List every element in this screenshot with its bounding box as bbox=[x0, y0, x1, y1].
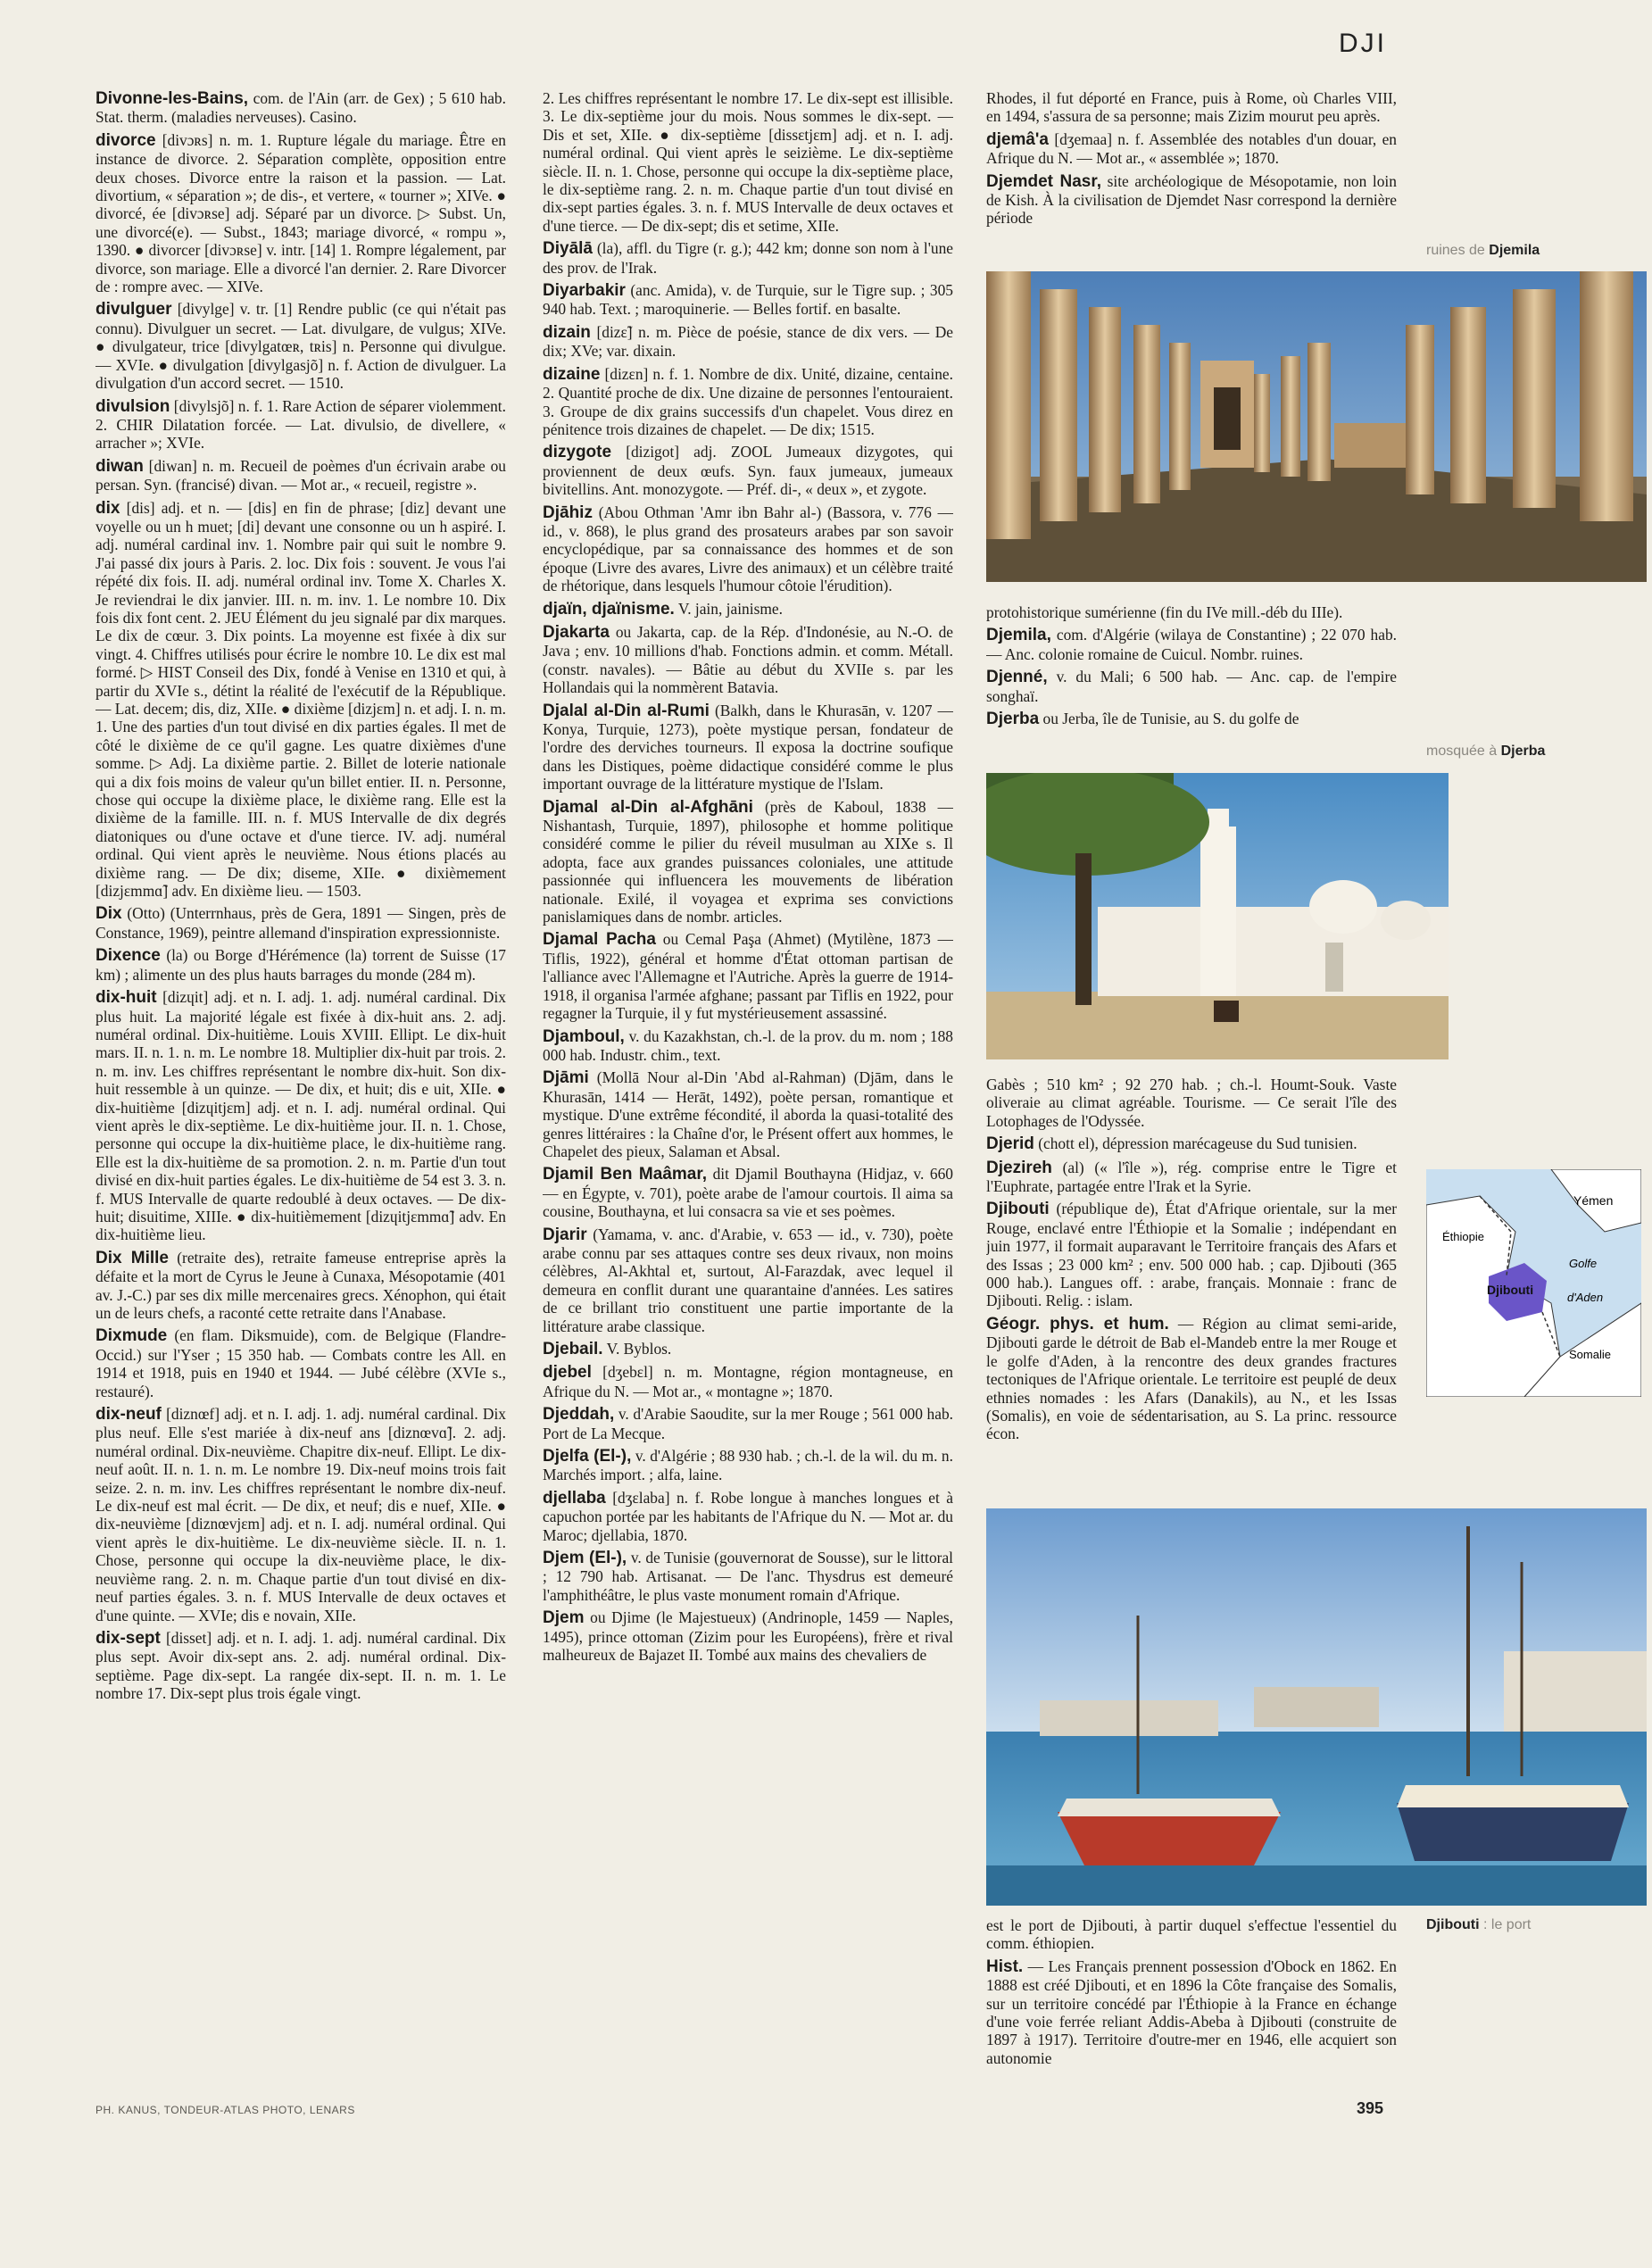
entry-definition: v. d'Arabie Saoudite, sur la mer Rouge ; 561 000 hab. Port de La Mecque. bbox=[543, 1405, 953, 1442]
dictionary-entry bbox=[543, 798, 953, 926]
entry-headword: Géogr. phys. et hum. bbox=[986, 1314, 1169, 1333]
entry-definition: V. Byblos. bbox=[606, 1340, 672, 1358]
dictionary-entry bbox=[986, 710, 1397, 728]
entry-headword: Djeddah, bbox=[543, 1405, 615, 1425]
entry-definition: est le port de Djibouti, à partir duquel s'effectue l'essentiel du comm. éthiopien. bbox=[986, 1916, 1397, 1953]
dictionary-entry bbox=[543, 1165, 953, 1220]
dictionary-entry bbox=[95, 1326, 506, 1400]
dictionary-entry bbox=[986, 1916, 1397, 1953]
djemila-caption: ruines de Djemila bbox=[1426, 243, 1540, 258]
entry-headword: Diyālā bbox=[543, 239, 593, 259]
djemila-ruins-photo bbox=[986, 271, 1647, 582]
dictionary-entry bbox=[986, 89, 1397, 126]
dictionary-entry bbox=[986, 626, 1397, 663]
dictionary-entry bbox=[543, 503, 953, 595]
entry-headword: Djamil Ben Maâmar, bbox=[543, 1165, 707, 1184]
entry-definition: [dʒemaa] n. f. Assemblée des notables d'un douar, en Afrique du N. — Mot ar., « assemblée »; 1870. bbox=[986, 129, 1397, 168]
dictionary-entry bbox=[543, 1068, 953, 1160]
entry-definition: protohistorique sumérienne (fin du IVe mill.-déb du IIIe). bbox=[986, 603, 1343, 621]
dictionary-entry bbox=[543, 1363, 953, 1400]
entry-headword: Hist. bbox=[986, 1956, 1024, 1976]
entry-definition: (Abou Othman 'Amr ibn Bahr al-) (Bassora, v. 776 — id., v. 868), le plus grand des prosateurs arabes par son savoir encyclopédique, par sa connaissance des hommes et de son époque (Livre des avares, Livre des animaux) et un célèbre traité de rhétorique, dans lesquels l'humour côtoie l'érudition). bbox=[543, 503, 953, 595]
dictionary-entry bbox=[95, 904, 506, 942]
dictionary-entry bbox=[95, 89, 506, 127]
entry-headword: dizain bbox=[543, 322, 591, 342]
entry-definition: (en flam. Diksmuide), com. de Belgique (Flandre-Occid.) sur l'Yser ; 15 350 hab. — Combats contre les All. en 1914 et 1918, puis en 1940 et 1944. — Jubé célèbre (XVIe s., restauré). bbox=[95, 1326, 506, 1400]
entry-headword: Dixmude bbox=[95, 1326, 168, 1346]
entry-headword: dizygote bbox=[543, 443, 612, 462]
entry-headword: Djamal Pacha bbox=[543, 930, 656, 950]
entry-headword: djebel bbox=[543, 1363, 592, 1383]
dictionary-entry bbox=[543, 702, 953, 793]
djibouti-port-photo bbox=[986, 1508, 1647, 1906]
map-label-somalie: Somalie bbox=[1569, 1348, 1611, 1361]
entry-definition: v. du Mali; 6 500 hab. — Anc. cap. de l'empire songhaï. bbox=[986, 668, 1397, 705]
entry-definition: com. de l'Ain (arr. de Gex) ; 5 610 hab. Stat. therm. (maladies nerveuses). Casino. bbox=[95, 89, 506, 127]
entry-definition: [dis] adj. et n. — [dis] en fin de phrase; [diz] devant une voyelle ou un h muet; [di] devant une consonne ou un h aspiré. I. adj. numéral cardinal inv. 1. Nombre pair qui suit le nombre 9. J'ai passé dix jours à Paris. 2. loc. Dix fois : souvent. Je vous l'ai répété dix fois. II. adj. numéral ordinal inv. Tome X. Charles X. Je reviendrai le dix janvier. III. n. m. inv. 1. Le nombre 10. Dix fois dix font cent. 2. JEU Élément du jeu signalé par dix marques. Le dix de cœur. 3. Dix points. La moyenne est fixée à dix sur vingt. 4. Chiffres utilisés pour écrire le nombre 10. Le dix est mal formé. ▷ HIST Conseil des Dix, fondé à Venise en 1310 et qui, à partir du XVIe s., détint la réalité de l'exécutif de la République. — Lat. decem; dis, diz, XIIe. ● dixième [dizjɛm] n. et adj. I. n. m. 1. Une des parties d'un tout divisé en dix parties égales. Il met de côté le dixième de ce qu'il gagne. Les quatre dixièmes d'une somme. ▷ Adj. La dixième partie. 2. Billet de loterie nationale qui a dix fois moins de valeur qu'un billet entier. II. n. Personne, chose qui occupe la dixième place, le dixième rang. Elle est la dixième de la famille. III. n. f. MUS Intervalle de dix degrés diatoniques ou d'une octave et d'une tierce. IV. adj. numéral ordinal. Qui vient après le neuvième. Nous étions placés au dixième rang. — De dix; diseme, XIIe. ● dixièmement [dizjɛmmɑ̃] adv. En dixième lieu. — 1503. bbox=[95, 498, 506, 901]
entry-headword: djellaba bbox=[543, 1488, 606, 1508]
dictionary-entry bbox=[95, 946, 506, 984]
entry-definition: (la) ou Borge d'Hérémence (la) torrent de Suisse (17 km) ; alimente un des plus hauts barrages du monde (284 m). bbox=[95, 946, 506, 984]
entry-headword: Djem bbox=[543, 1608, 585, 1628]
entry-definition: [divylge] v. tr. [1] Rendre public (ce qui n'était pas connu). Divulguer un secret. — Lat. divulgare, de vulgus; XIVe. ● divulgateur, trice [divylgatœʀ, tʀis] n. Personne qui divulgue. — XVIe. ● divulgation [divylgasjõ] n. f. Action de divulguer. La divulgation d'un accord secret. — 1510. bbox=[95, 300, 506, 393]
dictionary-entry bbox=[543, 1489, 953, 1544]
entry-definition: com. d'Algérie (wilaya de Constantine) ; 22 070 hab. — Anc. colonie romaine de Cuicul. Nombr. ruines. bbox=[986, 626, 1397, 663]
entry-headword: Diyarbakir bbox=[543, 281, 626, 301]
page-number: 395 bbox=[1357, 2099, 1384, 2117]
dictionary-entry bbox=[986, 1315, 1397, 1443]
entry-definition: v. du Kazakhstan, ch.-l. de la prov. du m. nom ; 188 000 hab. Industr. chim., text. bbox=[543, 1026, 953, 1064]
dictionary-entry bbox=[986, 1159, 1397, 1196]
entry-headword: Djerid bbox=[986, 1134, 1034, 1154]
djibouti-map-graphic bbox=[1426, 1169, 1641, 1397]
entry-headword: Djamal al-Din al-Afghāni bbox=[543, 797, 753, 817]
dictionary-entry bbox=[543, 281, 953, 319]
dictionary-entry bbox=[95, 397, 506, 453]
entry-definition: (Balkh, dans le Khurasān, v. 1207 — Konya, Turquie, 1273), poète mystique persan, fondateur de l'ordre des derviches tourneurs. Il exposa la doctrine soufique dans les Distiques, poème didactique considéré comme le plus important ouvrage de la littérature mystique de l'Islam. bbox=[543, 701, 953, 793]
djibouti-caption: Djibouti : le port bbox=[1426, 1917, 1532, 1932]
djibouti-map bbox=[1426, 1169, 1641, 1397]
dictionary-entry bbox=[95, 131, 506, 296]
dictionary-entry bbox=[986, 603, 1397, 621]
entry-headword: Djerba bbox=[986, 710, 1040, 729]
dictionary-entry bbox=[543, 1340, 953, 1358]
djerba-caption: mosquée à Djerba bbox=[1426, 744, 1546, 759]
entry-definition: (Yamama, v. anc. d'Arabie, v. 653 — id., v. 730), poète arabe connu par ses attaques contre ses deux rivaux, non moins célèbres, Al-Akhtal et, surtout, Al-Farazdak, avec lequel il demeura en conflit durant une quarantaine d'années. Les satires de ce brillant trio constituent une partie importante de la littérature arabe classique. bbox=[543, 1225, 953, 1335]
entry-definition: [disset] adj. et n. I. adj. 1. adj. numéral cardinal. Dix plus sept. Avoir dix-sept ans. 2. adj. numéral ordinal. Dix-septième. Page dix-sept. La rangée dix-sept. II. n. m. 1. Le nombre 17. Dix-sept plus trois égale vingt. bbox=[95, 1628, 506, 1703]
entry-definition: [dizigot] adj. ZOOL Jumeaux dizygotes, qui proviennent de deux œufs. Syn. faux jumeaux, jumeaux bivitellins. Ant. monozygote. — Préf. di-, « deux », et zygote. bbox=[543, 443, 953, 499]
map-label-aden: d'Aden bbox=[1567, 1291, 1604, 1304]
map-label-yemen: Yémen bbox=[1573, 1193, 1614, 1208]
dictionary-entry bbox=[543, 1027, 953, 1065]
entry-definition: (Otto) (Unterrnhaus, près de Gera, 1891 — Singen, près de Constance, 1969), peintre allemand d'inspiration expressionniste. bbox=[95, 904, 506, 942]
map-label-djibouti: Djibouti bbox=[1487, 1283, 1534, 1297]
entry-headword: divulguer bbox=[95, 300, 172, 320]
dictionary-entry bbox=[95, 1405, 506, 1624]
entry-headword: dix-huit bbox=[95, 988, 157, 1008]
entry-definition: 2. Les chiffres représentant le nombre 17. Le dix-sept est illisible. 3. Le dix-septième jour du mois. Nous sommes le dix-sept. — Dis et set, XIIe. ● dix-septième [dissɛtjɛm] adj. et n. I. adj. numéral ordinal. Qui vient après le seizième. Le dix-septième siècle. II. n. 1. Chose, personne qui occupe la dix-septième place, le dix-septième rang. 2. n. m. Chaque partie d'un tout divisé en dix-sept parties égales. 3. n. f. MUS Intervalle de deux octaves et d'une tierce. — De dix-sept; dis et setime, XIIe. bbox=[543, 89, 953, 235]
dictionary-entry bbox=[543, 365, 953, 439]
text-column-3-top bbox=[986, 89, 1397, 263]
dictionary-entry bbox=[543, 600, 953, 619]
entry-definition: [divɔʀs] n. m. 1. Rupture légale du mariage. Être en instance de divorce. 2. Séparation complète, opposition entre deux choses. Divorce entre la raison et la passion. — Lat. divortium, « séparation »; de dis-, et vertere, « tourner »; XIVe. ● divorcé, ée [divɔʀse] adj. Séparé par un divorce. ▷ Subst. Un, une divorcé(e). — Subst., 1843; mariage divorcé, « rompu », 1390. ● divorcer [divɔʀse] v. intr. [14] 1. Rompre légalement, par divorce, son mariage. Elle a divorcé l'an dernier. 2. Rare Divorcer de : rompre avec. — XIVe. bbox=[95, 130, 506, 296]
entry-headword: djaïn, djaïnisme. bbox=[543, 599, 675, 619]
djerba-mosque-photo bbox=[986, 773, 1449, 1059]
dictionary-entry bbox=[543, 1405, 953, 1442]
entry-definition: (al) (« l'île »), rég. comprise entre le Tigre et l'Euphrate, partagée entre l'Irak et la Syrie. bbox=[986, 1158, 1397, 1196]
dictionary-entry bbox=[986, 1076, 1397, 1130]
entry-definition: Gabès ; 510 km² ; 92 270 hab. ; ch.-l. Houmt-Souk. Vaste oliveraie au climat agréable. Tourisme. — Ce serait l'île des Lotophages de l'Odyssée. bbox=[986, 1076, 1397, 1130]
dictionary-entry bbox=[95, 457, 506, 494]
entry-definition: (retraite des), retraite fameuse entreprise après la défaite et la mort de Cyrus le Jeune à Cunaxa, Mésopotamie (401 av. J.-C.) par ses dix mille mercenaires grecs. Xénophon, qui était un de leurs chefs, a raconté cette retraite dans l'Anabase. bbox=[95, 1248, 506, 1322]
dictionary-entry bbox=[986, 1200, 1397, 1309]
entry-definition: — Les Français prennent possession d'Obock en 1862. En 1888 est créé Djibouti, et en 1896 la Côte française des Somalis, sur un territoire concédé par l'Éthiopie à la France en échange d'une voie ferrée reliant Addis-Abeba à Djibouti (construite de 1897 à 1917). Territoire d'outre-mer en 1946, elle acquiert son autonomie bbox=[986, 1956, 1397, 2067]
entry-definition: (république de), État d'Afrique orientale, sur la mer Rouge, enclavé entre l'Éthiopie et la Somalie ; indépendant en juin 1977, il formait auparavant le Territoire français des Afars et des Issas ; 23 000 km² ; env. 500 000 hab. ; cap. Djibouti (365 000 hab.). Langues off. : arabe, français. Monnaie : franc de Djibouti. Relig. : islam. bbox=[986, 1200, 1397, 1310]
dictionary-entry bbox=[543, 323, 953, 361]
entry-headword: Djem (El-), bbox=[543, 1549, 627, 1568]
dictionary-entry bbox=[543, 1608, 953, 1664]
entry-headword: Djalal al-Din al-Rumi bbox=[543, 701, 710, 720]
photo-credit: PH. KANUS, TONDEUR-ATLAS PHOTO, LENARS bbox=[95, 2104, 355, 2116]
entry-headword: Dix Mille bbox=[95, 1248, 169, 1267]
dictionary-entry bbox=[95, 1629, 506, 1703]
entry-headword: divorce bbox=[95, 130, 156, 150]
entry-headword: Djarir bbox=[543, 1225, 587, 1244]
dictionary-entry bbox=[543, 1447, 953, 1484]
entry-headword: dix-neuf bbox=[95, 1405, 162, 1425]
text-column-2 bbox=[543, 89, 953, 2089]
entry-definition: ou Cemal Paşa (Ahmet) (Mytilène, 1873 — Tiflis, 1922), général et homme d'État ottoman partisan de l'alliance avec l'Allemagne et l'Autriche. Après la guerre de 1914-1918, il organisa l'armée afghane; passant par Tiflis en 1922, pour regagner la Turquie, il y fut mystérieusement assassiné. bbox=[543, 930, 953, 1023]
entry-headword: Djamboul, bbox=[543, 1026, 625, 1046]
entry-headword: Djenné, bbox=[986, 668, 1048, 687]
map-label-ethiopie: Éthiopie bbox=[1442, 1230, 1484, 1243]
entry-definition: (près de Kaboul, 1838 — Nishantash, Turquie, 1897), philosophe et homme politique considéré comme le pilier du réveil musulman au XIXe s. Il adopta, face aux grandes puissances coloniales, une attitude passionnée qui influencera les mouvements de libération nationale. Exilé, il voyagea et exprima ses convictions panislamiques dans de nombr. articles. bbox=[543, 797, 953, 926]
entry-definition: [dʒebɛl] n. m. Montagne, région montagneuse, en Afrique du N. — Mot ar., « montagne »; 1870. bbox=[543, 1363, 953, 1400]
entry-definition: [dʒɛlaba] n. f. Robe longue à manches longues et à capuchon portée par les habitants de l'Afrique du N. — Mot ar. du Maroc; djellabia, 1870. bbox=[543, 1488, 953, 1544]
dictionary-entry bbox=[986, 1957, 1397, 2067]
entry-definition: — Région au climat semi-aride, Djibouti garde le détroit de Bab el-Mandeb entre la mer Rouge et le golfe d'Aden, à la rencontre des deux grandes fractures tectoniques de l'Afrique orientale. Le territoire est peuplé de deux ethnies nomades : les Afars (Danakils), au N., et les Issas (Somalis), en voie de sédentarisation, au S. La princ. ressource écon. bbox=[986, 1314, 1397, 1443]
dictionary-entry bbox=[543, 623, 953, 697]
entry-definition: [diznœf] adj. et n. I. adj. 1. adj. numéral cardinal. Dix plus neuf. Elle s'est mariée à dix-neuf ans [diznœvɑ̃]. 2. adj. numéral ordinal. Dix-neuvième. Chapitre dix-neuf. Ellipt. Le dix-neuf août. II. n. 1. n. m. Le nombre 19. Dix-neuf moins trois fait seize. 2. n. m. inv. Les chiffres représentant le nombre dix-neuf. Le dix-neuf est mal écrit. — De dix, et neuf; dis e nuef, XIIe. ● dix-neuvième [diznœvjɛm] adj. et n. I. adj. numéral ordinal. Qui vient après le dix-huitième. Le dix-neuvième siècle. II. n. 1. Chose, personne qui occupe la dix-neuvième place, le dix-neuvième rang. 2. n. m. Chaque partie d'un tout divisé en dix-neuf parties égales. 3. n. f. MUS Intervalle de deux octaves et d'une quinte. — XVIe; dis e novain, XIIe. bbox=[95, 1405, 506, 1624]
guide-word: DJI bbox=[1339, 29, 1387, 58]
entry-definition: site archéologique de Mésopotamie, non loin de Kish. À la civilisation de Djemdet Nasr correspond la dernière période bbox=[986, 171, 1397, 228]
entry-headword: dix-sept bbox=[95, 1628, 161, 1648]
entry-definition: [dizɥit] adj. et n. I. adj. 1. adj. numéral cardinal. Dix plus huit. La majorité légale est fixée à dix-huit ans. 2. adj. numéral ordinal. Dix-huitième. Louis XVIII. Ellipt. Le dix-huit mars. II. n. 1. n. m. Le nombre 18. Multiplier dix-huit par trois. 2. n. m. inv. Les chiffres représentant le nombre dix-huit. Son dix-huit ressemble à un quinze. — De dix, et huit; dis e uit, XIIe. ● dix-huitième [dizɥitjɛm] adj. et n. I. adj. numéral ordinal. Qui vient après le dix-septième. Le dix-huitième jour. II. n. 1. Chose, personne qui occupe la dix-huitième place, le dix-huitième rang. Elle est la dix-huitième de sa promotion. 2. n. m. Partie d'un tout divisé en dix-huit parties égales. Le dix-huitième de 54 est 3. 3. n. f. MUS Intervalle de quarte redoublé à deux octaves. — De dix-huit; disuitime, XIIIe. ● dix-huitièmement [dizɥitjɛmmɑ̃] adv. En dix-huitième lieu. bbox=[95, 988, 506, 1244]
entry-definition: ou Jakarta, cap. de la Rép. d'Indonésie, au N.-O. de Java ; env. 10 millions d'hab. Fonctions admin. et comm. Métall. (constr. navales). — Bâtie au début du XVIIe s. par les Hollandais qui la nommèrent Batavia. bbox=[543, 622, 953, 697]
dictionary-entry bbox=[543, 1549, 953, 1604]
dictionary-entry bbox=[543, 239, 953, 277]
entry-definition: [divylsjõ] n. f. 1. Rare Action de séparer violemment. 2. CHIR Dilatation forcée. — Lat. divulsio, de divellere, « arracher »; XVIe. bbox=[95, 396, 506, 453]
dictionary-entry bbox=[95, 988, 506, 1244]
entry-headword: dizaine bbox=[543, 364, 601, 384]
entry-headword: Djāhiz bbox=[543, 503, 593, 522]
entry-definition: (Mollā Nour al-Din 'Abd al-Rahman) (Djām, dans le Khurasān, 1414 — Herāt, 1492), poète persan, romantique et mystique. D'une extrême fécondité, il aborda la quasi-totalité des genres littéraires : la Chaîne d'or, le Présent offert aux hommes, le Chapelet des pieux, Salaman et Absal. bbox=[543, 1068, 953, 1160]
map-label-golfe: Golfe bbox=[1569, 1257, 1598, 1270]
entry-headword: Djemdet Nasr, bbox=[986, 171, 1101, 191]
text-column-3-bottom bbox=[986, 1916, 1397, 2095]
entry-headword: Djemila, bbox=[986, 626, 1051, 645]
entry-definition: ou Jerba, île de Tunisie, au S. du golfe de bbox=[1042, 710, 1299, 728]
entry-definition: (la), affl. du Tigre (r. g.); 442 km; donne son nom à l'une des prov. de l'Irak. bbox=[543, 239, 953, 277]
entry-definition: v. d'Algérie ; 88 930 hab. ; ch.-l. de la wil. du m. n. Marchés import. ; alfa, laine. bbox=[543, 1447, 953, 1484]
entry-headword: dix bbox=[95, 498, 120, 518]
dictionary-entry bbox=[95, 1249, 506, 1323]
entry-definition: [diwan] n. m. Recueil de poèmes d'un écrivain arabe ou persan. Syn. (francisé) divan. — Mot ar., « recueil, registre ». bbox=[95, 456, 506, 494]
dictionary-entry bbox=[543, 930, 953, 1022]
entry-headword: djemâ'a bbox=[986, 129, 1049, 149]
text-column-3-mid1 bbox=[986, 603, 1397, 764]
entry-definition: dit Djamil Bouthayna (Hidjaz, v. 660 — en Égypte, v. 701), poète arabe de l'amour courtois. Il aima sa cousine, Bouthayna, et lui consacra sa vie et ses poèmes. bbox=[543, 1165, 953, 1221]
entry-headword: Djibouti bbox=[986, 1200, 1050, 1219]
entry-headword: Djezireh bbox=[986, 1158, 1052, 1177]
entry-headword: Djakarta bbox=[543, 622, 610, 642]
dictionary-entry bbox=[986, 668, 1397, 705]
dictionary-entry bbox=[986, 130, 1397, 168]
dictionary-entry bbox=[543, 1225, 953, 1335]
dictionary-entry bbox=[543, 89, 953, 235]
entry-definition: V. jain, jainisme. bbox=[677, 599, 783, 618]
entry-headword: divulsion bbox=[95, 396, 170, 416]
entry-headword: Dixence bbox=[95, 946, 161, 966]
entry-definition: (anc. Amida), v. de Turquie, sur le Tigre sup. ; 305 940 hab. Text. ; maroquinerie. — Belles fortif. en basalte. bbox=[543, 281, 953, 319]
entry-headword: Djebail. bbox=[543, 1340, 603, 1358]
text-column-1 bbox=[95, 89, 506, 2089]
text-column-3-mid2 bbox=[986, 1076, 1397, 1517]
entry-definition: (chott el), dépression marécageuse du Sud tunisien. bbox=[1038, 1134, 1357, 1153]
entry-headword: Dix bbox=[95, 904, 122, 924]
entry-definition: [dizɛn] n. f. 1. Nombre de dix. Unité, dizaine, centaine. 2. Quantité proche de dix. Une dizaine de personnes l'entouraient. 3. Groupe de dix grains successifs d'un chapelet. Vous direz en pénitence trois dizaines de chapelet. — De dix; 1515. bbox=[543, 364, 953, 438]
entry-definition: v. de Tunisie (gouvernorat de Sousse), sur le littoral ; 12 790 hab. Artisanat. — De l'anc. Thysdrus est demeuré l'amphithéâtre, le plus vaste monument romain d'Afrique. bbox=[543, 1549, 953, 1604]
dictionary-entry bbox=[986, 172, 1397, 228]
entry-definition: [dizɛ̃] n. m. Pièce de poésie, stance de dix vers. — De dix; XVe; var. dixain. bbox=[543, 322, 953, 361]
dictionary-entry bbox=[95, 300, 506, 392]
entry-headword: diwan bbox=[95, 456, 144, 476]
dictionary-entry bbox=[986, 1134, 1397, 1153]
entry-definition: Rhodes, il fut déporté en France, puis à Rome, où Charles VIII, en 1494, s'assura de sa personne; mais Zizim mourut peu après. bbox=[986, 89, 1397, 126]
entry-headword: Djāmi bbox=[543, 1068, 589, 1088]
entry-definition: ou Djime (le Majestueux) (Andrinople, 1459 — Naples, 1495), prince ottoman (Zizim pour les Européens), frère et rival malheureux de Bajazet II. Tombé aux mains des chevaliers de bbox=[543, 1608, 953, 1665]
dictionary-entry bbox=[543, 443, 953, 498]
entry-headword: Djelfa (El-), bbox=[543, 1447, 632, 1466]
dictionary-entry bbox=[95, 499, 506, 901]
entry-headword: Divonne-les-Bains, bbox=[95, 89, 249, 108]
